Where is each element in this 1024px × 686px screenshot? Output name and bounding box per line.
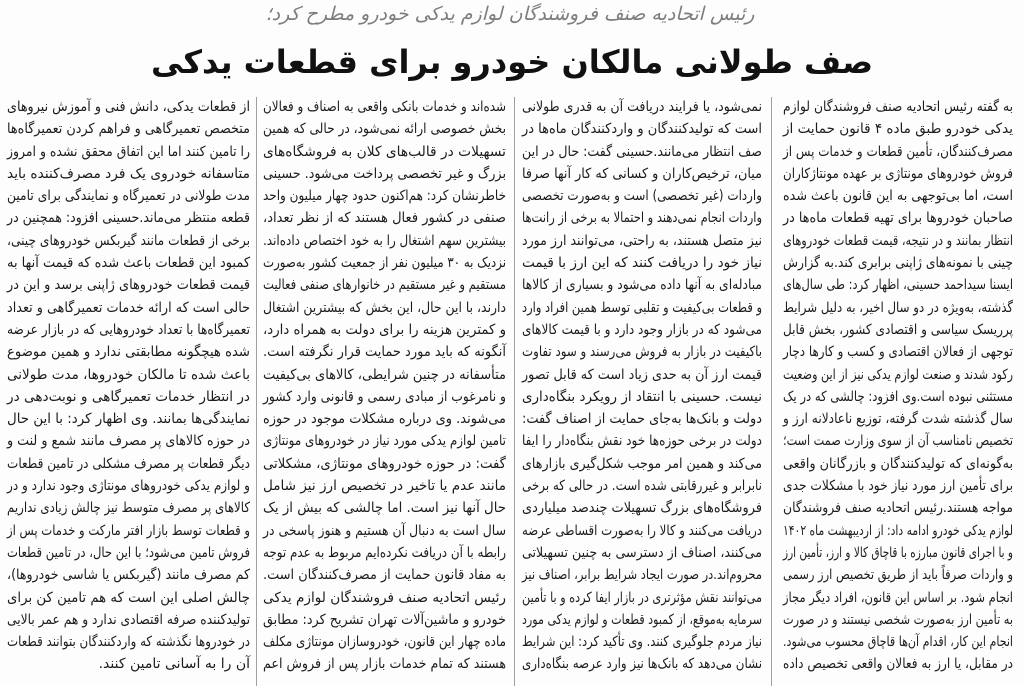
article-line: می‌توانند نقش مؤثرتری در بازار ایفا کرده و با تأمین bbox=[522, 589, 762, 606]
article-line: و قطعات بی‌کیفیت و تقلبی توسط همین افراد وارد bbox=[522, 299, 762, 316]
article-line: واردات انجام نمی‌دهند و احتمالا به برخی از رانت‌ها bbox=[522, 210, 762, 227]
article-line: توجهی از فعالان اقتصادی و کسب و کارها دچار bbox=[783, 344, 1013, 361]
article-column bbox=[263, 96, 506, 676]
article-line: و واردات صرفاً باید از طریق تخصیص ارز رسمی bbox=[783, 567, 1013, 584]
article-line: متأسفانه در چنین شرایطی، کالاهای بی‌کیفیت bbox=[263, 366, 506, 383]
article-line: خودرو و ماشین‌آلات تهران تشریح کرد: مطابق bbox=[263, 611, 506, 628]
article-line: میان، ترخیص‌کاران و کسانی که کار آنها صرفا bbox=[522, 165, 762, 182]
article-line: تخصیص نامناسب آن از سوی وزارت صمت است؛ bbox=[783, 433, 1013, 450]
article-line: و قطعات توسط بازار افتر مارکت و خدمات پس از bbox=[7, 522, 250, 539]
article-line: پرریسک سیاسی و اقتصادی کشور، بخش قابل bbox=[783, 321, 1013, 338]
article-column bbox=[522, 96, 762, 676]
article-line: چینی با نمونه‌های ژاپنی برابری کند.به گزارش bbox=[783, 255, 1013, 272]
headline: صف طولانی مالکان خودرو برای قطعات یدکی bbox=[151, 43, 873, 81]
article-line: دولت در برخی حوزه‌ها خود نقش بنگاه‌دار را ایفا bbox=[522, 433, 762, 450]
article-line: می‌کند و همین امر موجب شکل‌گیری بازارهای bbox=[522, 455, 762, 472]
article-line: فروش تامین می‌شود؛ با این حال، در تامین قطعات bbox=[7, 544, 251, 561]
article-line: کمبود این قطعات باعث شده که قیمت آنها به bbox=[7, 255, 250, 272]
article-line: فروشگاه‌های بزرگ تسهیلات چندصد میلیاردی bbox=[522, 500, 762, 517]
article-line: آن را به آسانی تامین کنند. bbox=[98, 656, 250, 673]
article-line: نیست. حسینی با انتقاد از رویکرد بنگاه‌داری bbox=[522, 388, 762, 405]
kicker: رئیس اتحادیه صنف فروشندگان لوازم یدکی خودرو مطرح کرد؛ bbox=[265, 3, 755, 25]
article-line: صاحبان خودروها برای تهیه قطعات ماه‌ها در bbox=[783, 210, 1013, 227]
article-line: می‌کنند، اصناف از دسترسی به چنین تسهیلاتی bbox=[522, 544, 762, 561]
article-line: قطعه منتظر می‌ماند.حسینی افزود: همچنین در bbox=[7, 210, 251, 227]
article-line: تسهیلات در قالب‌های کلان به فروشگاه‌های bbox=[263, 143, 506, 160]
article-line: به تأمین ارز به‌صورت شخصی نیستند و در صورت bbox=[783, 611, 1013, 628]
article-line: نشان می‌دهد که بانک‌ها نیز وارد عرصه بنگاه‌داری bbox=[522, 656, 762, 673]
article-line: تولیدکننده صرفه اقتصادی ندارد و هم عمر بالایی bbox=[7, 611, 250, 628]
article-line: دیگر قطعات پر مصرف مشکلی در تامین قطعات bbox=[7, 455, 250, 472]
article-line: مواجه هستند.رئیس اتحادیه صنف فروشندگان bbox=[783, 500, 1013, 517]
article-line: حالی است که ارائه خدمات تعمیرگاهی و تعداد bbox=[7, 299, 250, 316]
article-line: در انتظار خدمات تعمیرگاهی و نوبت‌دهی در bbox=[6, 388, 251, 405]
article-line: و کمترین هزینه را برای دولت به همراه دارد، bbox=[263, 321, 506, 338]
article-line: به مفاد قانون حمایت از مصرف‌کنندگان است. bbox=[263, 567, 506, 584]
article-line: و لوازم یدکی خودروهای مونتاژی وجود ندارد و در bbox=[7, 478, 251, 495]
article-line: بیشترین سهم اشتغال را به خود اختصاص داده‌اند. bbox=[263, 232, 506, 249]
article-line: برای تأمین ارز مورد نیاز خود با مشکلات جدی bbox=[783, 478, 1013, 495]
article-line: رابطه با آن دریافت نکرده‌ایم مربوط به عدم توجه bbox=[263, 544, 506, 561]
article-line: مستقیم و غیر مستقیم در خانوارهای صنفی فعالیت bbox=[263, 277, 506, 294]
article-line: متاسفانه خودروی یک فرد مصرف‌کننده باید bbox=[6, 165, 251, 182]
article-line: صف انتظار می‌مانند.حسینی گفت: حال در این bbox=[522, 143, 762, 160]
article-line: است که تولیدکنندگان و واردکنندگان ماه‌ها در bbox=[522, 121, 762, 138]
article-line: است، اما بی‌توجهی به این قانون باعث شده bbox=[783, 188, 1013, 205]
article-line: آنگونه که باید مورد حمایت قرار نگرفته است. bbox=[263, 344, 506, 361]
article-line: هستند که تمام خدمات بازار پس از فروش اعم bbox=[263, 656, 506, 673]
article-line: انتظار بمانند و در نتیجه، قیمت قطعات خودروهای bbox=[783, 232, 1013, 249]
article-line: نیاز مردم جلوگیری کنند. وی تأکید کرد: این شرایط bbox=[522, 634, 762, 651]
article-line: به گفته رئیس اتحادیه صنف فروشندگان لوازم bbox=[783, 99, 1013, 115]
article-line: قیمت قطعات خودروهای ژاپنی برسد و این در bbox=[6, 277, 250, 294]
article-line: یدکی خودرو طبق ماده ۴ قانون حمایت از bbox=[783, 121, 1013, 138]
article-line: نمایندگی‌ها بمانند. وی اظهار کرد: با این حال bbox=[6, 411, 251, 428]
article-line: شده‌اند و خدمات بانکی واقعی به اصناف و فعالان bbox=[263, 99, 506, 115]
article-line: فروش خودروهای مونتاژی بر عهده مونتاژکاران bbox=[783, 165, 1013, 182]
article-line: انجام این کار، اقدام آن‌ها قاچاق محسوب می‌شود. bbox=[783, 634, 1013, 651]
article-line: می‌شوند. وی درباره مشکلات موجود در حوزه bbox=[263, 411, 506, 428]
article-line: تعمیرگاه‌ها با تعداد خودروهایی که در بازار عرضه bbox=[6, 321, 250, 338]
article-line: انجام شود. بر اساس این قانون، افراد دیگر مجاز bbox=[783, 589, 1013, 606]
article-line: باکیفیت در بازار به فروش می‌رسند و سود تفاوت bbox=[522, 344, 762, 361]
column-divider bbox=[256, 97, 257, 686]
article-line: واردات (غیر تخصصی) است و به‌صورت تخصصی bbox=[522, 188, 762, 205]
article-line: دارند، با این حال، این بخش که بیشترین اشتغال bbox=[263, 299, 506, 316]
article-line: محروم‌اند.در صورت ایجاد شرایط برابر، اصناف نیز bbox=[522, 567, 762, 584]
article-line: ماده چهار این قانون، خودروسازان مونتاژی مکلف bbox=[263, 634, 506, 651]
article-line: نیز متصل هستند، به راحتی، می‌توانند ارز مورد bbox=[522, 232, 762, 249]
article-line: می‌شود که در بازار وجود دارد و با قیمت کالاهای bbox=[522, 321, 762, 338]
article-line: مستثنی نبوده است.وی افزود: چالشی که در یک bbox=[783, 388, 1013, 405]
article-line: بزرگ و غیر تخصصی پرداخت می‌شود. حسینی bbox=[263, 165, 506, 182]
article-line: قیمت ارز آن به حدی زیاد است که قابل تصور bbox=[522, 366, 762, 383]
article-line: مبادله‌ای به آنها داده می‌شود و بسیاری از کالاها bbox=[522, 277, 762, 294]
article-line: مصرف‌کنندگان، تأمین قطعات و خدمات پس از bbox=[783, 143, 1013, 160]
article-line: سرمایه به‌موقع، از کمبود قطعات و لوازم یدکی مورد bbox=[522, 611, 762, 628]
article-line: ایسنا سیداحمد حسینی، اظهار کرد: طی سال‌های bbox=[783, 277, 1013, 294]
article-line: به‌گونه‌ای که تولیدکنندگان و بازرگانان واقعی bbox=[783, 455, 1013, 472]
article-line: در حوزه کالاهای پر مصرف مانند شمع و لنت و bbox=[7, 433, 251, 450]
article-line: خاطرنشان کرد: هم‌اکنون حدود چهار میلیون واحد bbox=[263, 188, 506, 205]
article-line: تامین لوازم یدکی مورد نیاز در خودروهای مونتاژی bbox=[263, 433, 506, 450]
article-line: و نامرغوب از مبادی رسمی و قانونی وارد کشور bbox=[263, 388, 506, 405]
article-line: رئیس اتحادیه صنف فروشندگان لوازم یدکی bbox=[263, 589, 506, 606]
column-divider bbox=[514, 97, 515, 686]
article-line: از قطعات یدکی، دانش فنی و آموزش نیروهای bbox=[7, 99, 250, 115]
article-column bbox=[7, 96, 250, 676]
article-line: صنفی در کشور فعال هستند که از نظر تعداد، bbox=[263, 210, 506, 227]
article-line: شده هیچگونه مطابقتی ندارد و همین موضوع bbox=[6, 344, 250, 361]
article-line: لوازم یدکی خودرو ادامه داد: از اردیبهشت ماه ۱۴۰۲ bbox=[783, 522, 1013, 539]
article-column bbox=[783, 96, 1013, 676]
article-line: بخش خصوصی ارائه نمی‌شود، در حالی که همین bbox=[263, 121, 506, 138]
article-line: چالش اصلی این است که هم تامین کن برای bbox=[7, 589, 251, 606]
article-line: گفت: در حوزه خودروهای مونتاژی، مشکلاتی bbox=[263, 455, 506, 472]
article-line: نیاز خود را دریافت کنند که این ارز با قیمت bbox=[522, 255, 762, 272]
article-line: مدت طولانی در تعمیرگاه و نمایندگی برای تامین bbox=[7, 188, 250, 205]
article-line: سال گذشته شدت گرفته، توزیع ناعادلانه ارز و bbox=[783, 411, 1013, 428]
article-line: را تامین کنند اما این اتفاق محقق نشده و امروز bbox=[7, 143, 250, 160]
article-line: و با اجرای قانون مبارزه با قاچاق کالا و ارز، تأمین ارز bbox=[783, 544, 1013, 561]
article-line: حال آنها نیز است. اما چالشی که بیش از یک bbox=[263, 500, 506, 517]
article-line: کم مصرف مانند (گیربکس یا شاسی خودروها)، bbox=[6, 567, 250, 584]
column-divider bbox=[771, 97, 772, 686]
article-line: دولت و بانک‌ها به‌جای حمایت از اصناف گفت: bbox=[522, 411, 762, 428]
article-line: در خودروها نگذشته که واردکنندگان بتوانند قطعات bbox=[7, 634, 250, 651]
article-line: برخی از قطعات مانند گیربکس خودروهای چینی، bbox=[6, 232, 250, 249]
article-line: مانند عدم یا تاخیر در تخصیص ارز نیز شامل bbox=[263, 478, 506, 495]
article-line: باعث شده تا مالکان خودروها، مدت طولانی bbox=[7, 366, 251, 383]
article-line: نابرابر و غیررقابتی شده است. در حالی که برخی bbox=[522, 478, 762, 495]
article-line: نمی‌شود، یا فرایند دریافت آن به قدری طولانی bbox=[522, 99, 762, 115]
article-line: سال است به دنبال آن هستیم و هنوز پاسخی در bbox=[263, 522, 506, 539]
article-line: نزدیک به ۳۰ میلیون نفر از جمعیت کشور به‌صورت bbox=[263, 255, 506, 272]
article-line: در مقابل، یا ارز به فعالان واقعی تخصیص داده bbox=[783, 656, 1013, 673]
article-line: متخصص تعمیرگاهی و فراهم کردن تعمیرگاه‌ها bbox=[6, 121, 250, 138]
article-line: گذشته، به‌ویژه در دو سال اخیر، به دلیل شرایط bbox=[783, 299, 1013, 316]
article-line: رکود شدند و صنعت لوازم یدکی نیز از این وضعیت bbox=[783, 366, 1013, 383]
article-line: دریافت می‌کنند و کالا را به‌صورت اقساطی عرضه bbox=[522, 522, 762, 539]
article-line: کالاهای پر مصرف متوسط نیز چالش زیادی نداریم bbox=[7, 500, 251, 517]
